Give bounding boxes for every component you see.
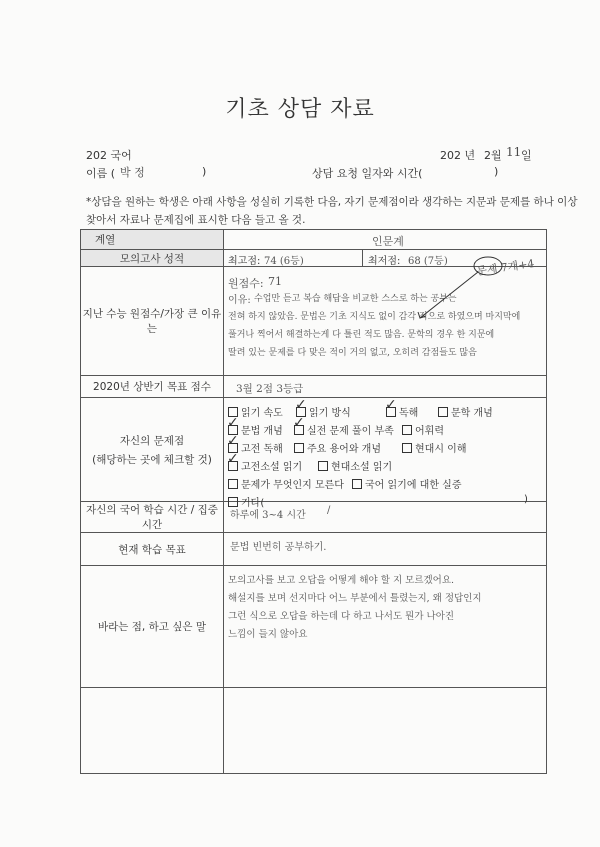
date-day-suffix: 일: [521, 149, 532, 162]
request-label: 상담 요청 일자와 시간(: [312, 167, 423, 180]
date-month: 2월: [484, 149, 502, 162]
grade-subject: 202 국어: [86, 149, 132, 162]
problem-option-label: 독해: [399, 408, 419, 419]
problems-label: 자신의 문제점: [119, 434, 185, 447]
track-label: 계열: [95, 234, 116, 246]
mock-label: 모의고사 성적: [119, 252, 185, 265]
mock-low-label: 최저점:: [368, 256, 401, 267]
problem-option-label: 고전소설 읽기: [241, 462, 303, 473]
goal-value: 3월 2점 3등급: [236, 383, 304, 395]
date-year: 202 년: [440, 149, 476, 162]
wishes-label: 바라는 점, 하고 싶은 말: [98, 621, 206, 633]
check-mark-icon: ✓: [385, 397, 397, 413]
study-time-label: 자신의 국어 학습 시간 / 집중 시간: [86, 504, 218, 531]
track-value: 인문계: [372, 235, 404, 248]
mock-high-value: 74 (6등): [264, 256, 304, 267]
problem-option-label: 문학 개념: [451, 408, 493, 419]
study-goal-value: 문법 빈번히 공부하기.: [230, 542, 327, 553]
reason-line: 딸려 있는 문제를 다 맞은 적이 거의 없고, 오히려 감점들도 많음: [228, 348, 477, 358]
check-mark-icon: ✓: [293, 415, 305, 431]
side-note: 문제 7개+4: [475, 256, 536, 279]
problems-sublabel: (해당하는 곳에 체크할 것): [92, 453, 212, 466]
goal-label: 2020년 상반기 목표 점수: [93, 381, 211, 393]
date-day: 11: [506, 145, 522, 159]
instruction-line-1: *상담을 원하는 학생은 아래 사항을 성실히 기록한 다음, 자기 문제점이라 생각하는 지문과 문제를 하나 이상: [86, 196, 578, 208]
problem-option-label: 읽기 속도: [241, 408, 283, 419]
problem-option-label: 문제가 무엇인지 모른다: [241, 480, 344, 491]
other-close: ): [524, 494, 528, 505]
problem-option-label: 주요 용어와 개념: [307, 444, 381, 455]
problem-option-label: 기타(: [241, 498, 265, 509]
problem-option-label: 현대시 이해: [415, 444, 467, 455]
reason-line: 풀거나 찍어서 해결하는게 다 틀린 적도 많음. 문학의 경우 한 지문에: [228, 330, 495, 340]
problem-option-label: 읽기 방식: [309, 408, 351, 419]
request-close: ): [494, 165, 499, 178]
wishes-line: 그런 식으로 오답을 하는데 다 하고 나서도 뭔가 나아진: [228, 611, 455, 622]
wishes-line: 해설지를 보며 선지마다 어느 부분에서 틀렸는지, 왜 정답인지: [228, 593, 482, 604]
problem-option-label: 고전 독해: [241, 444, 283, 455]
study-time-separator: /: [327, 505, 331, 516]
reason-prefix: 이유:: [228, 295, 251, 306]
reason-line: 전혀 하지 않았음. 문법은 기초 지식도 없이 감각 적으로 하였으며 마지막에: [228, 312, 521, 322]
name-close: ): [202, 165, 207, 178]
reason-line: 수업만 듣고 복습 해답을 비교한 스스로 하는 공부는: [254, 294, 457, 304]
problem-option-label: 실전 문제 풀이 부족: [307, 426, 394, 437]
problem-option-label: 어휘력: [415, 426, 444, 437]
check-mark-icon: ✓: [227, 415, 239, 431]
study-goal-label: 현재 학습 목표: [118, 543, 186, 556]
wishes-line: 모의고사를 보고 오답을 어떻게 해야 할 지 모르겠어요.: [228, 575, 455, 586]
check-mark-icon: ✓: [227, 451, 239, 467]
mock-high-label: 최고점:: [228, 256, 261, 267]
document-title: 기초 상담 자료: [225, 97, 375, 122]
check-mark-icon: ✓: [227, 433, 239, 449]
reason-label: 지난 수능 원점수/가장 큰 이유는: [82, 308, 222, 335]
check-mark-icon: ✓: [295, 397, 307, 413]
study-time-value: 하루에 3~4 시간: [230, 510, 306, 521]
score-label: 원점수:: [228, 277, 264, 290]
wishes-line: 느낌이 들지 않아요: [228, 629, 308, 640]
problem-option-label: 문법 개념: [241, 426, 283, 437]
problem-option-label: 현대소설 읽기: [331, 462, 393, 473]
mock-low-value: 68 (7등): [408, 256, 448, 267]
instruction-line-2: 찾아서 자료나 문제집에 표시한 다음 들고 올 것.: [86, 214, 306, 226]
name-label: 이름 (: [86, 167, 116, 180]
problem-option-label: 국어 읽기에 대한 실증: [365, 480, 462, 491]
score-value: 71: [268, 275, 282, 288]
name-value: 박 정: [120, 166, 145, 179]
